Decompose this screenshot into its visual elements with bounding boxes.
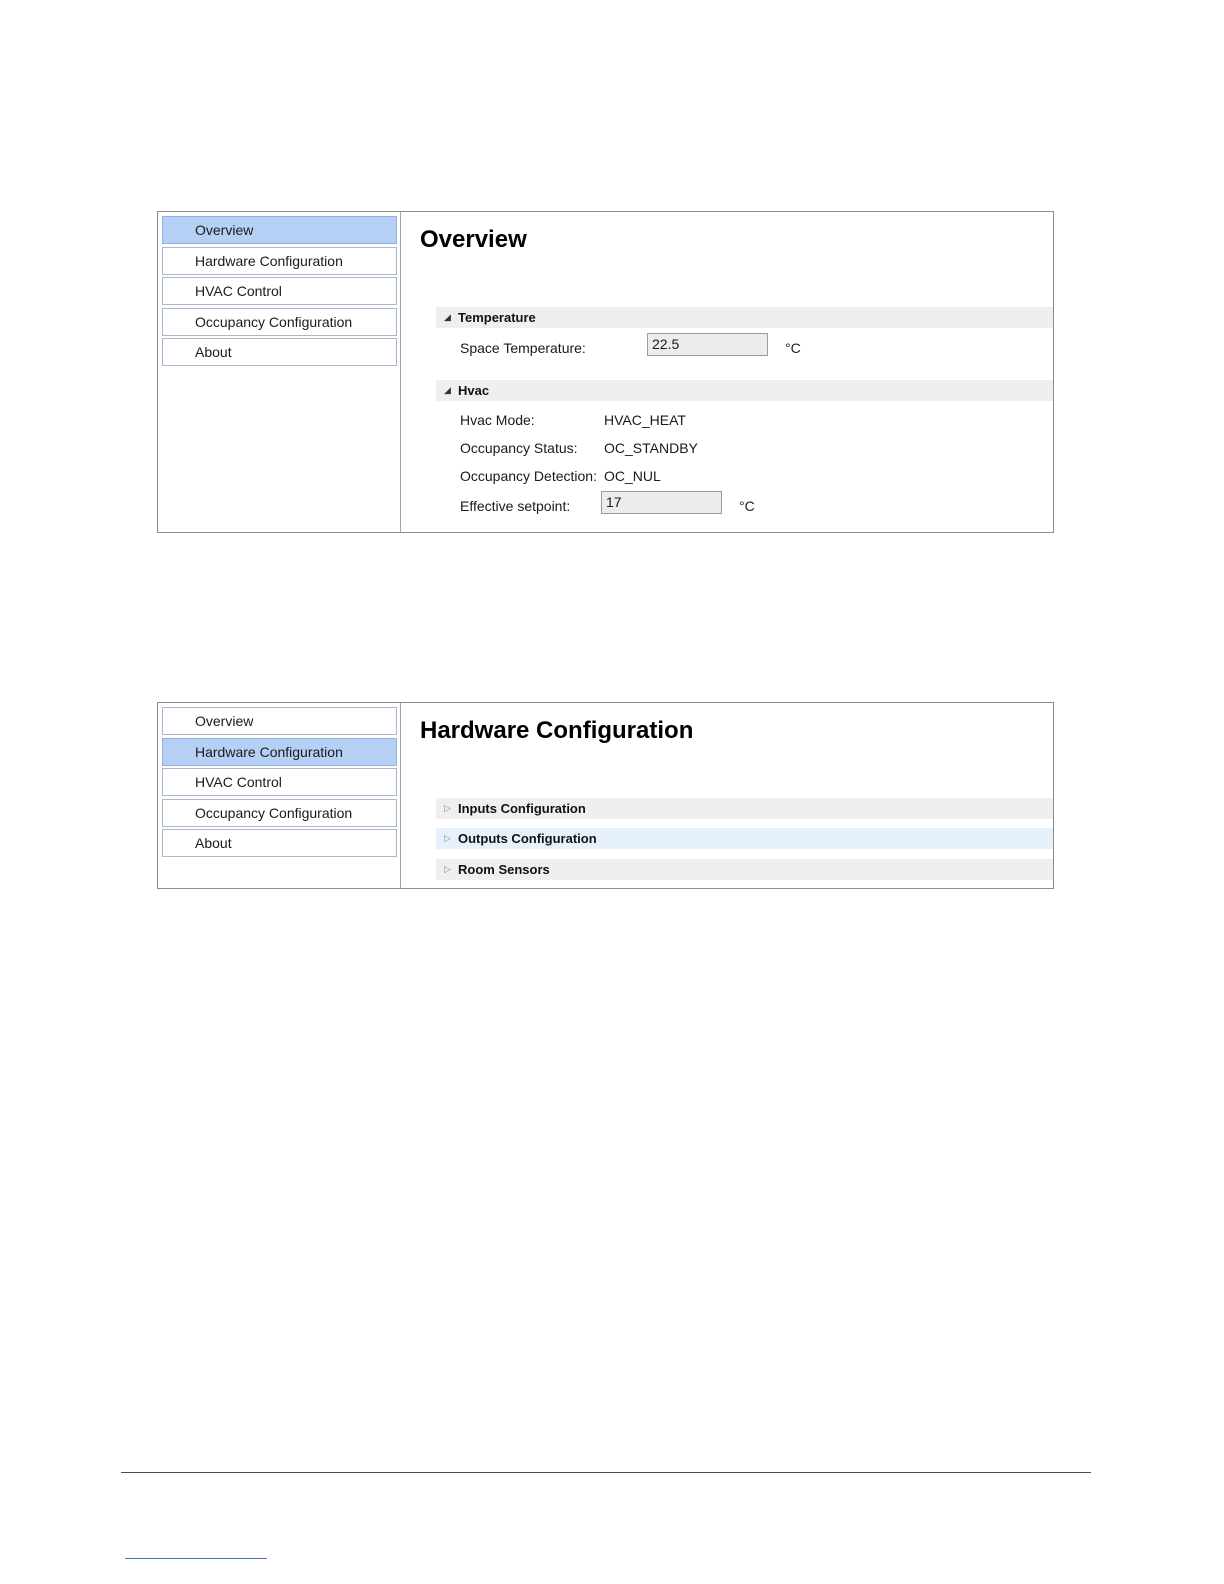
collapse-triangle-icon: ◢ [444,312,451,322]
hvac-mode-label: Hvac Mode: [460,412,535,428]
occupancy-status-value: OC_STANDBY [604,440,698,456]
nav-item-about[interactable]: About [162,338,397,366]
page-title: Hardware Configuration [420,717,694,744]
effective-setpoint-label: Effective setpoint: [460,498,571,514]
nav-panel [158,703,401,888]
section-header-inputs-configuration[interactable] [436,798,1053,819]
nav-item-overview[interactable]: Overview [162,216,397,244]
effective-setpoint-unit: °C [739,498,755,514]
space-temperature-label: Space Temperature: [460,340,586,356]
section-label: Hvac [458,383,490,398]
footer-divider [121,1472,1091,1473]
nav-item-occupancy-configuration[interactable]: Occupancy Configuration [162,799,397,827]
occupancy-status-label: Occupancy Status: [460,440,578,456]
expand-triangle-icon: ▷ [444,864,451,874]
page-title: Overview [420,226,527,253]
occupancy-detection-value: OC_NUL [604,468,661,484]
section-label: Temperature [458,310,536,325]
space-temperature-unit: °C [785,340,801,356]
hvac-mode-value: HVAC_HEAT [604,412,686,428]
nav-item-about[interactable]: About [162,829,397,857]
nav-item-overview[interactable]: Overview [162,707,397,735]
overview-screenshot [157,211,1054,533]
nav-item-hvac-control[interactable]: HVAC Control [162,768,397,796]
effective-setpoint-field[interactable]: 17 [601,491,722,514]
footer-link-underline[interactable] [125,1558,267,1559]
nav-item-hardware-configuration[interactable]: Hardware Configuration [162,247,397,275]
nav-item-hvac-control[interactable]: HVAC Control [162,277,397,305]
nav-panel [158,212,401,532]
section-header-hvac[interactable] [436,380,1053,401]
hardware-configuration-screenshot [157,702,1054,889]
section-header-outputs-configuration[interactable] [436,828,1053,849]
nav-item-occupancy-configuration[interactable]: Occupancy Configuration [162,308,397,336]
section-label: Outputs Configuration [458,831,597,846]
occupancy-detection-label: Occupancy Detection: [460,468,597,484]
content-panel [402,212,1053,532]
expand-triangle-icon: ▷ [444,803,451,813]
nav-item-hardware-configuration[interactable]: Hardware Configuration [162,738,397,766]
content-panel [402,703,1053,888]
expand-triangle-icon: ▷ [444,833,451,843]
collapse-triangle-icon: ◢ [444,385,451,395]
section-label: Inputs Configuration [458,801,586,816]
section-header-temperature[interactable] [436,307,1053,328]
section-header-room-sensors[interactable] [436,859,1053,880]
section-label: Room Sensors [458,862,550,877]
space-temperature-field[interactable]: 22.5 [647,333,768,356]
